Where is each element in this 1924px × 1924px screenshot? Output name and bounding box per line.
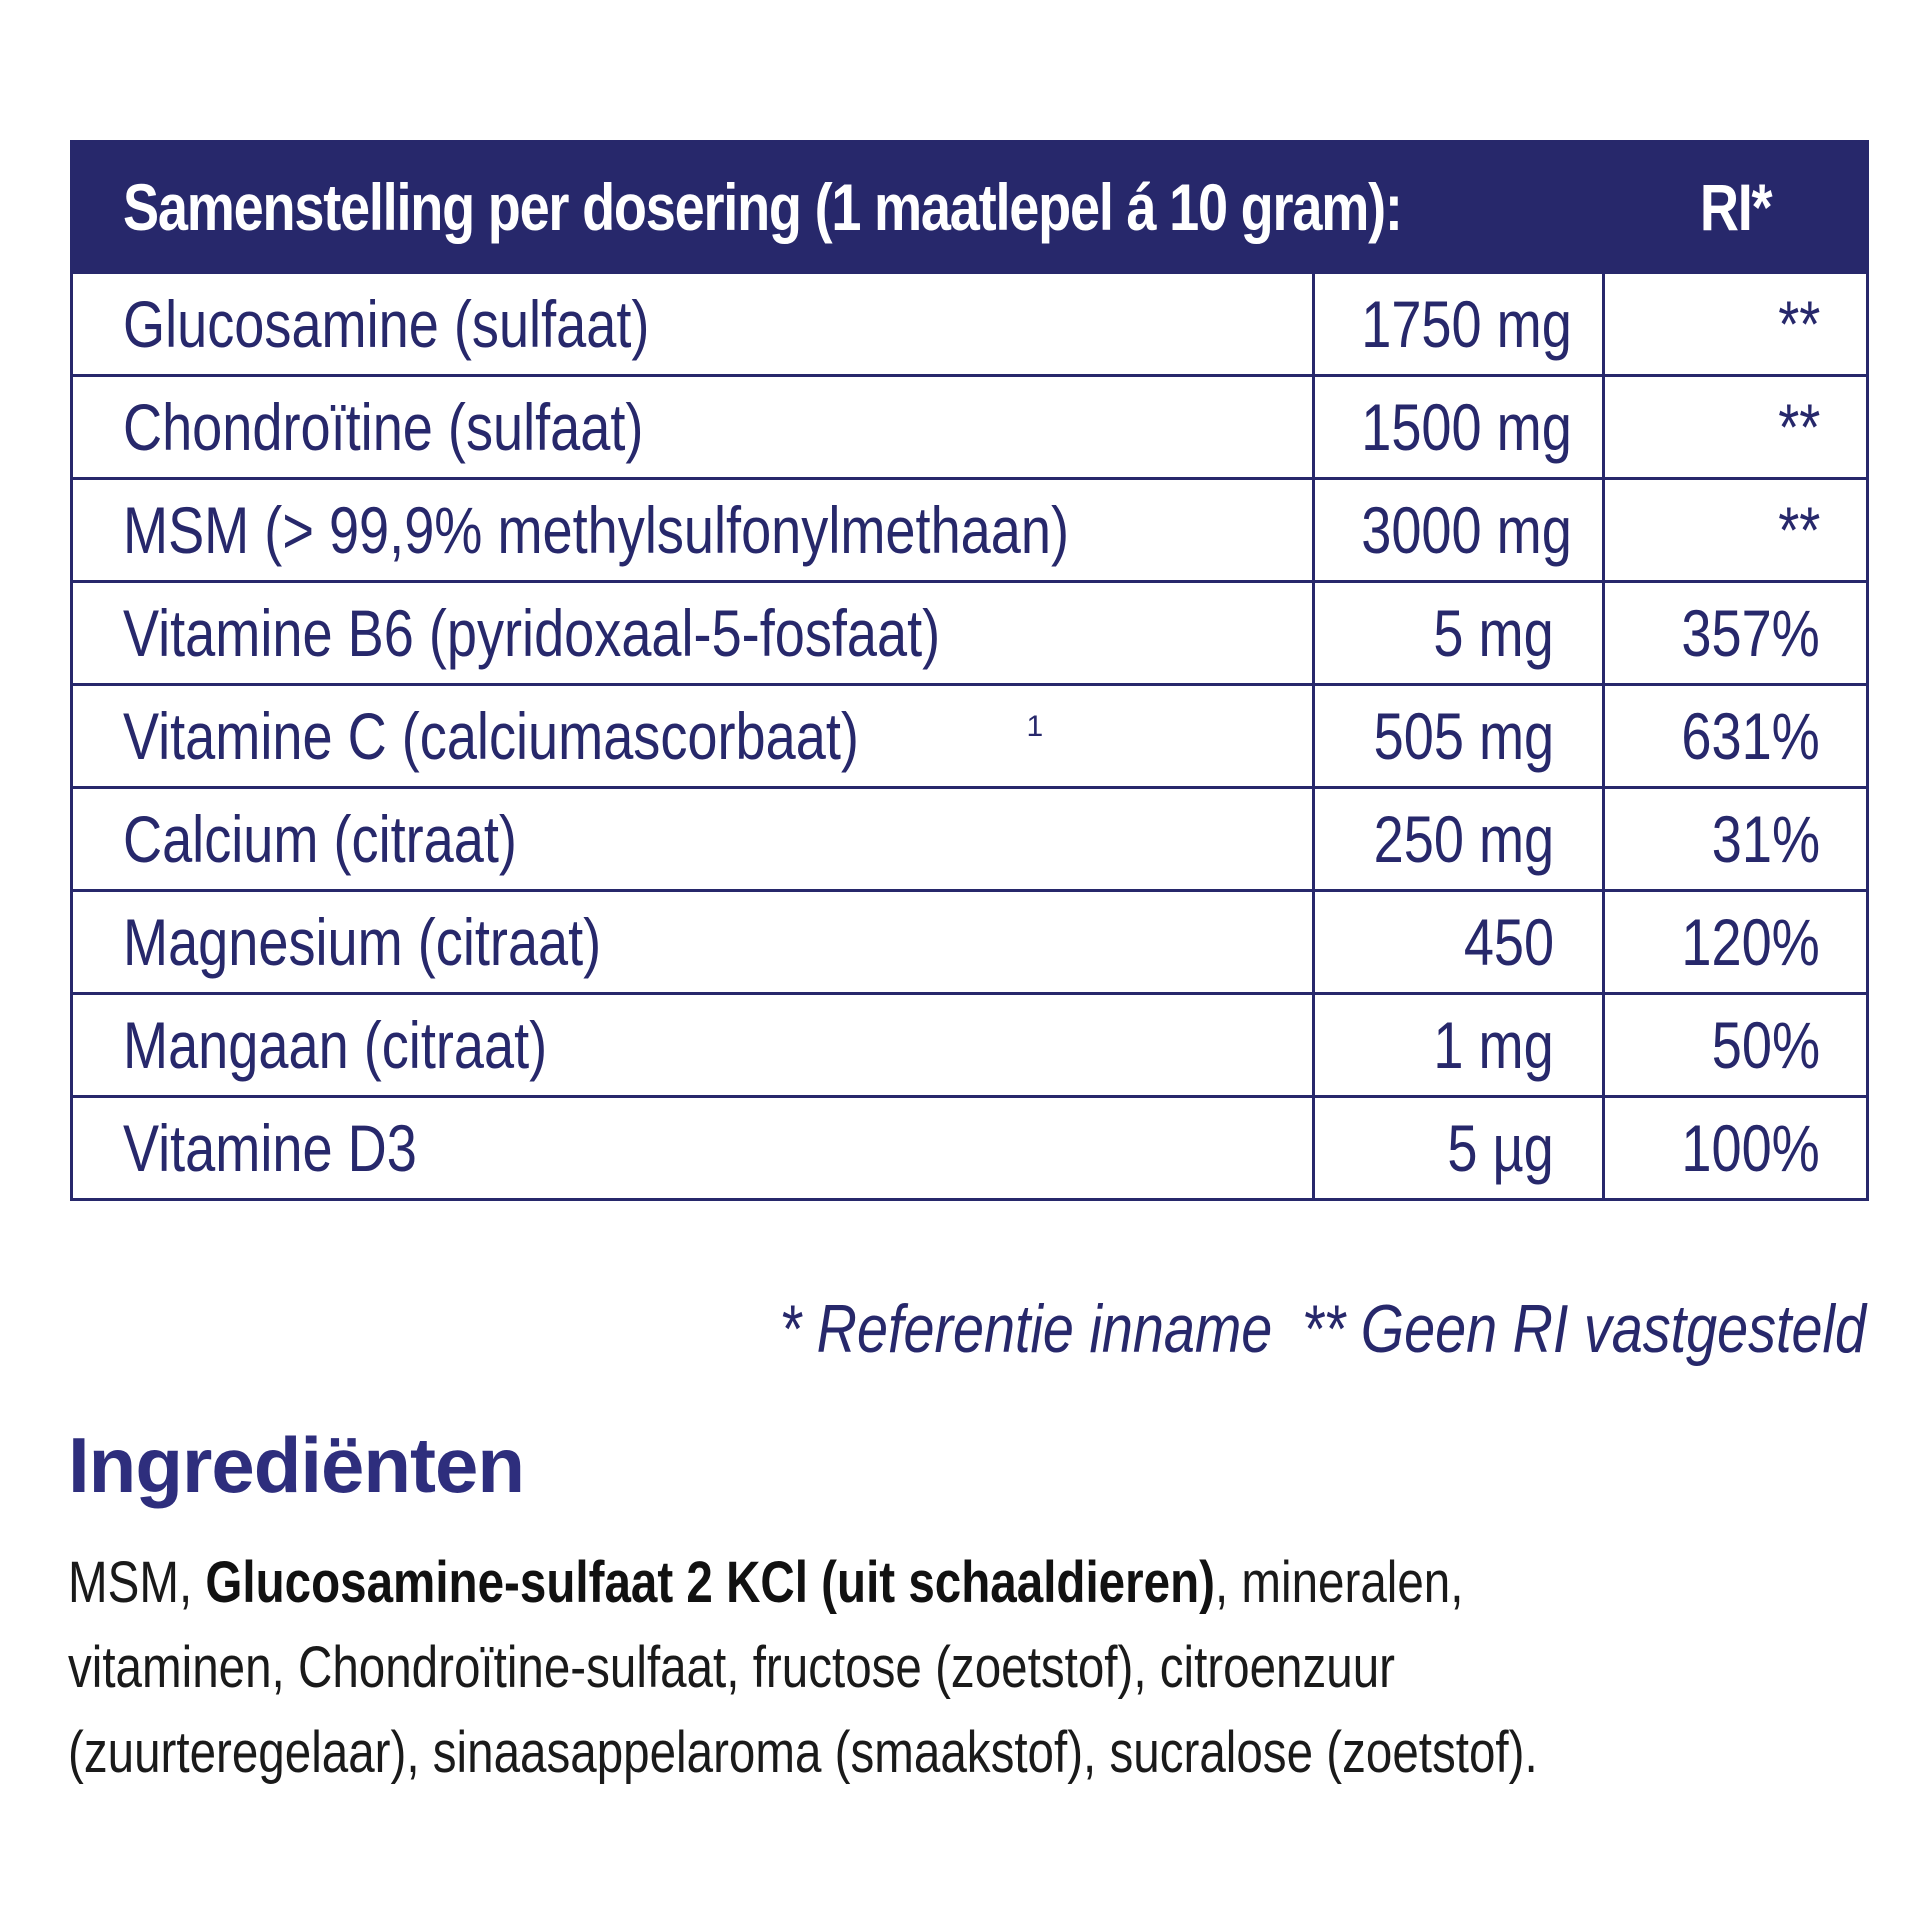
nutrient-amount	[1314, 376, 1604, 479]
table-row	[72, 994, 1868, 1097]
ingredients-prefix: MSM,	[68, 1550, 206, 1615]
nutrient-amount-text: 1500 mg	[1361, 390, 1572, 464]
nutrient-name-text: Magnesium (citraat)	[123, 905, 602, 979]
nutrient-ri	[1604, 273, 1868, 376]
table-header-row	[72, 142, 1868, 273]
nutrient-ri-text: **	[1777, 493, 1821, 567]
nutrient-ri	[1604, 582, 1868, 685]
nutrient-ri-text: 31%	[1711, 802, 1821, 876]
nutrient-amount	[1314, 273, 1604, 376]
ingredients-line-1	[68, 1540, 1872, 1625]
footnote-marker: 1	[1026, 710, 1044, 743]
table-body	[72, 273, 1868, 1200]
nutrient-ri-text: 631%	[1681, 699, 1821, 773]
nutrient-amount-text: 5 mg	[1433, 596, 1555, 670]
nutrient-ri-text: 120%	[1681, 905, 1821, 979]
nutrient-name-text: Vitamine C (calciumascorbaat)	[123, 699, 859, 773]
nutrient-amount	[1314, 994, 1604, 1097]
nutrient-ri-text: **	[1777, 390, 1821, 464]
nutrient-name	[72, 994, 1314, 1097]
nutrient-ri-text: 100%	[1681, 1111, 1821, 1185]
nutrient-amount-text: 250 mg	[1373, 802, 1555, 876]
nutrient-ri	[1604, 479, 1868, 582]
table-row	[72, 582, 1868, 685]
table-row	[72, 273, 1868, 376]
table-row	[72, 376, 1868, 479]
nutrient-amount	[1314, 891, 1604, 994]
nutrient-amount	[1314, 685, 1604, 788]
nutrient-ri	[1604, 788, 1868, 891]
table-row	[72, 891, 1868, 994]
table-row	[72, 1097, 1868, 1200]
nutrient-amount	[1314, 1097, 1604, 1200]
nutrient-name	[72, 1097, 1314, 1200]
nutrient-name-text: MSM (> 99,9% methylsulfonylmethaan)	[123, 493, 1069, 567]
ingredients-line-3: (zuurteregelaar), sinaasappelaroma (smaakstof), sucralose (zoetstof).	[68, 1720, 1538, 1785]
nutrient-name	[72, 273, 1314, 376]
nutrient-ri-text: **	[1777, 287, 1821, 361]
nutrient-name-text: Chondroïtine (sulfaat)	[123, 390, 644, 464]
nutrient-name	[72, 685, 1314, 788]
nutrient-ri	[1604, 891, 1868, 994]
nutrient-ri	[1604, 376, 1868, 479]
nutrient-amount-text: 1 mg	[1433, 1008, 1555, 1082]
nutrient-name	[72, 479, 1314, 582]
nutrient-amount-text: 5 µg	[1447, 1111, 1555, 1185]
nutrient-name-text: Glucosamine (sulfaat)	[123, 287, 650, 361]
nutrient-name-text: Vitamine B6 (pyridoxaal-5-fosfaat)	[123, 596, 941, 670]
nutrient-amount-text: 3000 mg	[1361, 493, 1572, 567]
nutrient-amount-text: 450	[1463, 905, 1555, 979]
ingredients-line-1-rest: , mineralen,	[1214, 1550, 1464, 1615]
nutrient-amount-text: 505 mg	[1373, 699, 1555, 773]
ingredients-title: Ingrediënten	[68, 1421, 525, 1509]
table-header-title: Samenstelling per dosering (1 maatlepel á 10 gram):	[72, 142, 1604, 273]
nutrient-amount	[1314, 788, 1604, 891]
supplement-facts-panel	[70, 140, 1866, 1201]
nutrient-name	[72, 582, 1314, 685]
nutrient-name-text: Vitamine D3	[123, 1111, 417, 1185]
nutrient-ri	[1604, 1097, 1868, 1200]
nutrient-ri-text: 50%	[1711, 1008, 1821, 1082]
footnote-no-ri: ** Geen RI vastgesteld	[1301, 1291, 1866, 1367]
nutrient-ri	[1604, 685, 1868, 788]
nutrient-amount	[1314, 479, 1604, 582]
nutrient-ri	[1604, 994, 1868, 1097]
nutrient-amount-text: 1750 mg	[1361, 287, 1572, 361]
table-row	[72, 479, 1868, 582]
footnote-legend	[780, 1290, 1866, 1368]
ingredients-text	[68, 1540, 1872, 1795]
ingredients-line-2: vitaminen, Chondroïtine-sulfaat, fructose (zoetstof), citroenzuur	[68, 1635, 1396, 1700]
ingredients-allergen: Glucosamine-sulfaat 2 KCl (uit schaaldieren)	[205, 1550, 1215, 1615]
composition-table	[70, 140, 1869, 1201]
nutrient-name	[72, 891, 1314, 994]
nutrient-name-text: Calcium (citraat)	[123, 802, 517, 876]
nutrient-name-text: Mangaan (citraat)	[123, 1008, 548, 1082]
footnote-ri: * Referentie inname	[779, 1291, 1273, 1367]
nutrient-ri-text: 357%	[1681, 596, 1821, 670]
nutrient-name	[72, 788, 1314, 891]
nutrient-name	[72, 376, 1314, 479]
table-row	[72, 685, 1868, 788]
table-row	[72, 788, 1868, 891]
table-header-ri: RI*	[1604, 142, 1868, 273]
nutrient-amount	[1314, 582, 1604, 685]
